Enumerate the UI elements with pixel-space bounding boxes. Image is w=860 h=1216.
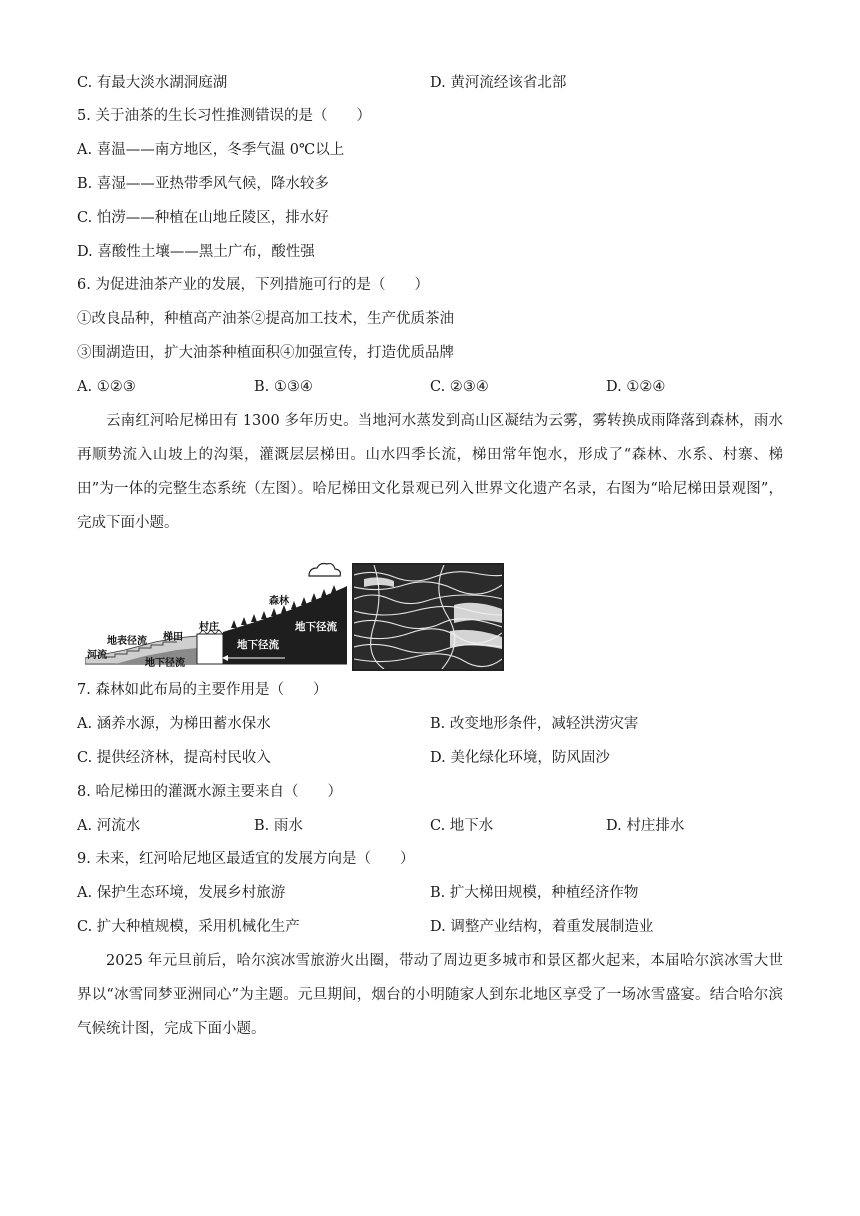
q5-option-c: C. 怕涝——种植在山地丘陵区，排水好: [77, 210, 329, 226]
label-river: 河流: [87, 650, 107, 661]
q8-option-d: D. 村庄排水: [606, 818, 685, 834]
q6-statement-line-2: ③围湖造田，扩大油茶种植面积④加强宣传，打造优质品牌: [77, 345, 454, 361]
label-underground-runoff-lower: 地下径流: [145, 658, 185, 669]
q8-stem: 8. 哈尼梯田的灌溉水源主要来自（ ）: [77, 784, 342, 800]
passage-hani-terraces: 云南红河哈尼梯田有 1300 多年历史。当地河水蒸发到高山区凝结为云雾，雾转换成雨降落到森林，雨水再顺势流入山坡上的沟渠，灌溉层层梯田。山水四季长流，梯田常年饱水，形成了“森林、水系、村寨、梯田”为一体的完整生态系统（左图）。哈尼梯田文化景观已列入世界文化遗产名录，右图为“哈尼梯田景观图”，完成下面小题。: [77, 413, 783, 531]
q6-option-b: B. ①③④: [254, 379, 313, 395]
label-surface-runoff: 地表径流: [107, 636, 147, 647]
q7-option-d: D. 美化绿化环境，防风固沙: [430, 750, 610, 766]
q8-option-c: C. 地下水: [430, 818, 494, 834]
q4-option-c: C. 有最大淡水湖洞庭湖: [77, 75, 228, 91]
q7-stem: 7. 森林如此布局的主要作用是（ ）: [77, 682, 328, 698]
terraces-landscape-photo: [352, 563, 504, 671]
q4-option-d: D. 黄河流经该省北部: [430, 75, 567, 91]
passage-harbin-ice-snow: 2025 年元旦前后，哈尔滨冰雪旅游火出圈，带动了周边更多城市和景区都火起来，本届哈尔滨冰雪大世界以“冰雪同梦亚洲同心”为主题。元旦期间，烟台的小明随家人到东北地区享受了一场冰雪盛宴。结合哈尔滨气候统计图，完成下面小题。: [77, 953, 783, 1037]
label-forest: 森林: [269, 596, 289, 607]
q8-option-a: A. 河流水: [77, 818, 141, 834]
q6-option-c: C. ②③④: [430, 379, 489, 395]
label-underground-runoff-middle: 地下径流: [237, 639, 279, 651]
q9-option-b: B. 扩大梯田规模，种植经济作物: [430, 885, 639, 901]
q9-stem: 9. 未来，红河哈尼地区最适宜的发展方向是（ ）: [77, 851, 415, 867]
cloud-icon: [309, 564, 340, 577]
label-underground-runoff-upper: 地下径流: [295, 621, 337, 633]
q9-option-a: A. 保护生态环境，发展乡村旅游: [77, 885, 286, 901]
q6-option-d: D. ①②④: [606, 379, 666, 395]
q7-option-c: C. 提供经济林，提高村民收入: [77, 750, 271, 766]
q6-stem: 6. 为促进油茶产业的发展，下列措施可行的是（ ）: [77, 277, 429, 293]
q7-option-a: A. 涵养水源，为梯田蓄水保水: [77, 716, 271, 732]
q5-stem: 5. 关于油茶的生长习性推测错误的是（ ）: [77, 108, 371, 124]
q8-option-b: B. 雨水: [254, 818, 303, 834]
q5-option-d: D. 喜酸性土壤——黑土广布，酸性强: [77, 244, 315, 260]
q5-option-b: B. 喜湿——亚热带季风气候，降水较多: [77, 176, 329, 192]
q9-option-c: C. 扩大种植规模，采用机械化生产: [77, 919, 300, 935]
q6-statement-line-1: ①改良品种，种植高产油茶②提高加工技术，生产优质茶油: [77, 311, 454, 327]
q7-option-b: B. 改变地形条件，减轻洪涝灾害: [430, 716, 639, 732]
q9-option-d: D. 调整产业结构，着重发展制造业: [430, 919, 654, 935]
label-village: 村庄: [199, 622, 219, 633]
q5-option-a: A. 喜温——南方地区，冬季气温 0℃以上: [77, 142, 345, 158]
q6-option-a: A. ①②③: [77, 379, 136, 395]
label-terraces: 梯田: [163, 632, 183, 643]
